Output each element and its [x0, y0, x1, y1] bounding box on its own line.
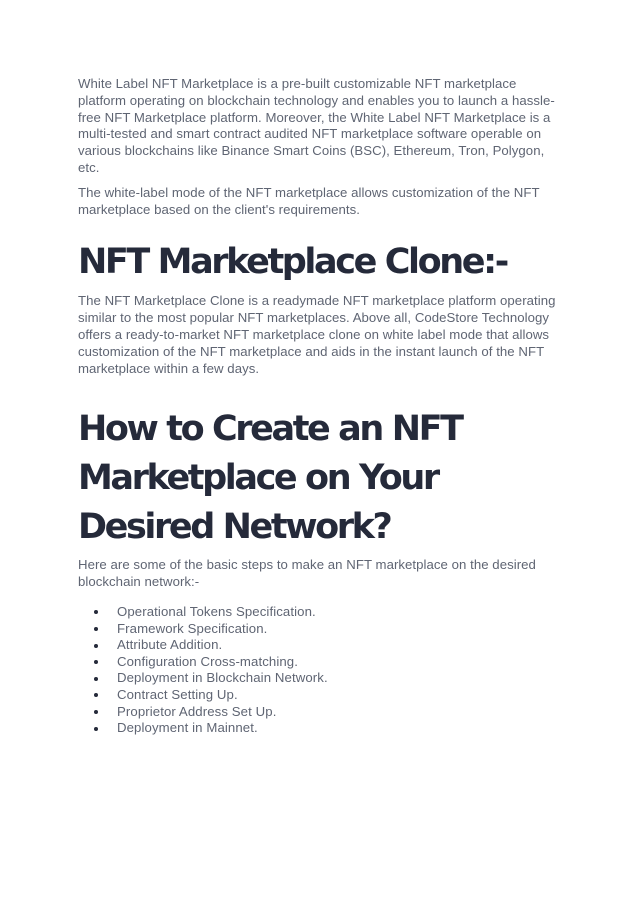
create-section-heading — [78, 405, 564, 552]
bullet-icon — [94, 660, 98, 664]
step-label: Configuration Cross-matching. — [117, 653, 299, 669]
list-item — [78, 670, 564, 687]
list-item — [78, 637, 564, 654]
step-label: Contract Setting Up. — [117, 686, 238, 702]
bullet-icon — [94, 693, 98, 697]
step-label: Deployment in Blockchain Network. — [117, 670, 328, 686]
step-label: Attribute Addition. — [117, 637, 223, 653]
step-label: Framework Specification. — [117, 620, 268, 636]
bullet-icon — [94, 727, 98, 731]
bullet-icon — [94, 610, 98, 614]
step-label: Deployment in Mainnet. — [117, 720, 258, 736]
intro-paragraph-2: The white-label mode of the NFT marketplace allows customization of the NFT marketplace based on the client's requirements. — [78, 184, 540, 217]
clone-section-paragraph: The NFT Marketplace Clone is a readymade NFT marketplace platform operating similar to the most popular NFT marketplaces. Above all, CodeStore Technology offers a ready-to-market NFT marketplace clone on white label mode that allows customization of the NFT marketplace and aids in the instant launch of the NFT marketplace within a few days. — [78, 293, 556, 376]
step-label: Operational Tokens Specification. — [117, 603, 316, 619]
list-item — [78, 654, 564, 671]
document-page — [78, 76, 564, 737]
bullet-icon — [94, 644, 98, 648]
list-item — [78, 687, 564, 704]
bullet-icon — [94, 677, 98, 681]
create-heading-line-1: How to Create an NFT — [78, 409, 462, 450]
create-section-intro: Here are some of the basic steps to make an NFT marketplace on the desired blockchain network:- — [78, 557, 536, 590]
bullet-icon — [94, 710, 98, 714]
intro-paragraph-1: White Label NFT Marketplace is a pre-built customizable NFT marketplace platform operating on blockchain technology and enables you to launch a hassle-free NFT Marketplace platform. Moreover, the White Label NFT Marketplace is a multi-tested and smart contract audited NFT marketplace software operable on various blockchains like Binance Smart Coins (BSC), Ethereum, Tron, Polygon, etc. — [78, 76, 555, 175]
list-item — [78, 621, 564, 638]
list-item — [78, 604, 564, 621]
create-heading-line-2: Marketplace on Your — [78, 458, 438, 499]
steps-list — [78, 604, 564, 737]
clone-section-heading: NFT Marketplace Clone:- — [78, 242, 507, 283]
list-item — [78, 704, 564, 721]
create-heading-line-3: Desired Network? — [78, 507, 391, 548]
step-label: Proprietor Address Set Up. — [117, 703, 277, 719]
list-item — [78, 720, 564, 737]
bullet-icon — [94, 627, 98, 631]
